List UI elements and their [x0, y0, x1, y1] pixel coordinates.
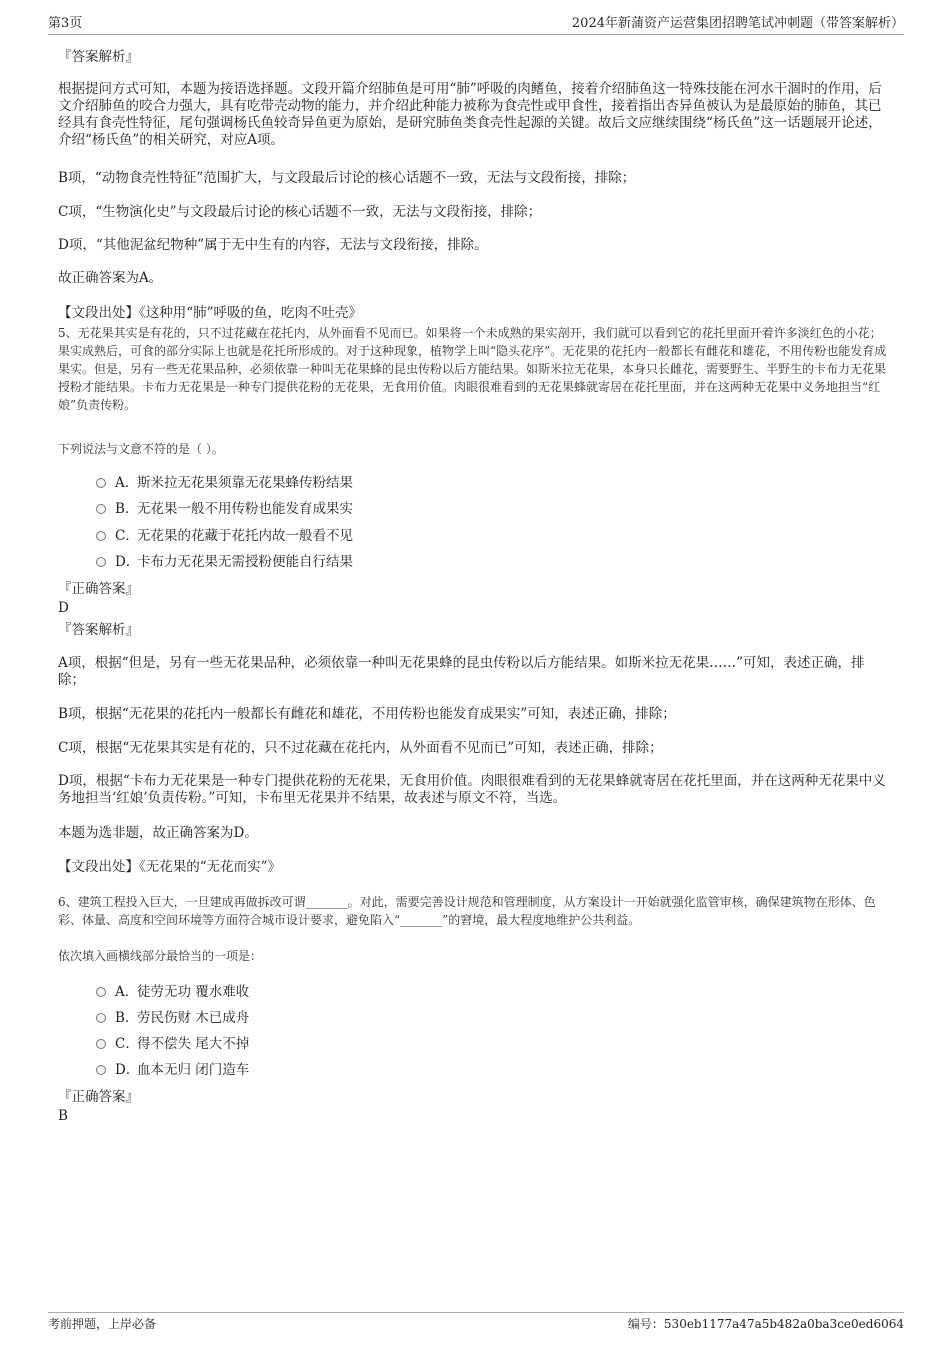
q5-option-a[interactable] [96, 474, 353, 492]
radio-icon[interactable] [96, 504, 106, 514]
option-key: D． [115, 554, 140, 570]
q4-analysis-paragraph-3: C项，“生物演化史”与文段最后讨论的核心话题不一致，无法与文段衔接，排除； [58, 204, 542, 220]
q5-analysis-paragraph-1: A项，根据“但是，另有一些无花果品种，必须依靠一种叫无花果蜂的昆虫传粉以后方能结果。如斯米拉无花果……”可知，表述正确，排除； [58, 655, 865, 688]
radio-icon[interactable] [96, 987, 106, 997]
q5-passage: 5、无花果其实是有花的，只不过花藏在花托内，从外面看不见而已。如果将一个未成熟的果实剖开，我们就可以看到它的花托里面开着许多淡红色的小花；果实成熟后，可食的部分实际上也就是花托所形成的。对于这种现象，植物学上叫“隐头花序”。无花果的花托内一般都长有雌花和雄花，不用传粉也能发育成果实。但是，另有一些无花果品种，必须依靠一种叫无花果蜂的昆虫传粉以后方能结果。如斯米拉无花果，本身只长雌花，需要野生、半野生的卡布力无花果授粉才能结果。卡布力无花果是一种专门提供花粉的无花果，无食用价值。肉眼很难看到的无花果蜂就寄居在花托里面，并在这两种无花果中义务地担当“红娘”负责传粉。 [58, 326, 887, 412]
radio-icon[interactable] [96, 557, 106, 567]
q6-passage: 6、建筑工程投入巨大，一旦建成再做拆改可谓_______。对此，需要完善设计规范和管理制度，从方案设计一开始就强化监管审核，确保建筑物在形体、色彩、体量、高度和空间环境等方面符合城市设计要求，避免陷入“_______”的窘境，最大程度地维护公共利益。 [58, 895, 876, 927]
q5-analysis-paragraph-5: 本题为选非题，故正确答案为D。 [58, 825, 258, 841]
q5-analysis-paragraph-3: C项，根据“无花果其实是有花的，只不过花藏在花托内，从外面看不见而已”可知，表述正确，排除； [58, 740, 663, 756]
option-key: A． [115, 475, 139, 491]
q6-answer: B [58, 1108, 68, 1124]
option-text: 徒劳无功 覆水难收 [137, 984, 250, 1000]
q5-question: 下列说法与文意不符的是（ ）。 [58, 442, 224, 456]
q5-option-c[interactable] [96, 527, 353, 545]
q5-analysis-label: 『答案解析』 [58, 622, 139, 638]
q5-option-b[interactable] [96, 500, 353, 518]
option-text: 劳民伤财 木已成舟 [137, 1010, 250, 1026]
option-text: 斯米拉无花果须靠无花果蜂传粉结果 [137, 475, 353, 491]
q4-analysis-label: 『答案解析』 [58, 49, 139, 65]
option-key: D． [115, 1062, 140, 1078]
radio-icon[interactable] [96, 1013, 106, 1023]
option-text: 无花果一般不用传粉也能发育成果实 [137, 501, 353, 517]
option-key: B． [115, 1010, 139, 1026]
option-key: A． [115, 984, 139, 1000]
q6-answer-label: 『正确答案』 [58, 1089, 139, 1105]
radio-icon[interactable] [96, 1039, 106, 1049]
q4-analysis-paragraph-1: 根据提问方式可知，本题为接语选择题。文段开篇介绍肺鱼是可用“肺”呼吸的肉鳍鱼，接着介绍肺鱼这一特殊技能在河水干涸时的作用，后文介绍肺鱼的咬合力强大，具有吃带壳动物的能力，并介绍此种能力被称为食壳性或甲食性，接着指出杏异鱼被认为是最原始的肺鱼，其已经具有食壳性特征，尾句强调杨氏鱼较奇异鱼更为原始，是研究肺鱼类食壳性起源的关键。故后文应继续围绕“杨氏鱼”这一话题展开论述，介绍“杨氏鱼”的相关研究，对应A项。 [58, 81, 882, 148]
option-key: B． [115, 501, 139, 517]
option-text: 卡布力无花果无需授粉便能自行结果 [137, 554, 353, 570]
q4-analysis-paragraph-2: B项，“动物食壳性特征”范围扩大，与文段最后讨论的核心话题不一致，无法与文段衔接，排除； [58, 170, 636, 186]
q5-analysis-paragraph-4: D项，根据“卡布力无花果是一种专门提供花粉的无花果，无食用价值。肉眼很难看到的无花果蜂就寄居在花托里面，并在这两种无花果中义务地担当‘红娘’负责传粉。”可知，卡布里无花果并不结果，故表述与原文不符，当选。 [58, 773, 886, 806]
page-footer [48, 1312, 904, 1333]
footer-slogan: 考前押题，上岸必备 [48, 1317, 157, 1331]
option-key: C． [115, 528, 139, 544]
document-title: 2024年新蒲资产运营集团招聘笔试冲刺题（带答案解析） [571, 16, 904, 31]
q6-question: 依次填入画横线部分最恰当的一项是： [58, 949, 263, 963]
q5-option-d[interactable] [96, 553, 353, 571]
q5-source: 【文段出处】《无花果的“无花而实”》 [58, 859, 282, 875]
option-text: 得不偿失 尾大不掉 [137, 1036, 250, 1052]
radio-icon[interactable] [96, 478, 106, 488]
option-text: 血本无归 闭门造车 [137, 1062, 250, 1078]
option-key: C． [115, 1036, 139, 1052]
q6-option-a[interactable] [96, 983, 249, 1001]
q5-analysis-paragraph-2: B项，根据“无花果的花托内一般都长有雌花和雄花，不用传粉也能发育成果实”可知，表述正确，排除； [58, 706, 676, 722]
footer-code: 编号：530eb1177a47a5b482a0ba3ce0ed6064 [627, 1317, 904, 1331]
q4-analysis-paragraph-5: 故正确答案为A。 [58, 270, 163, 286]
q6-option-d[interactable] [96, 1061, 249, 1079]
option-text: 无花果的花藏于花托内故一般看不见 [137, 528, 353, 544]
q5-answer: D [58, 600, 69, 616]
q6-option-c[interactable] [96, 1035, 249, 1053]
page-number: 第3页 [48, 16, 83, 31]
q4-source: 【文段出处】《这种用“肺”呼吸的鱼，吃肉不吐壳》 [58, 305, 363, 321]
page-header [48, 14, 904, 35]
radio-icon[interactable] [96, 1065, 106, 1075]
radio-icon[interactable] [96, 531, 106, 541]
q4-analysis-paragraph-4: D项，“其他泥盆纪物种”属于无中生有的内容，无法与文段衔接，排除。 [58, 237, 488, 253]
q5-answer-label: 『正确答案』 [58, 581, 139, 597]
q6-option-b[interactable] [96, 1009, 249, 1027]
